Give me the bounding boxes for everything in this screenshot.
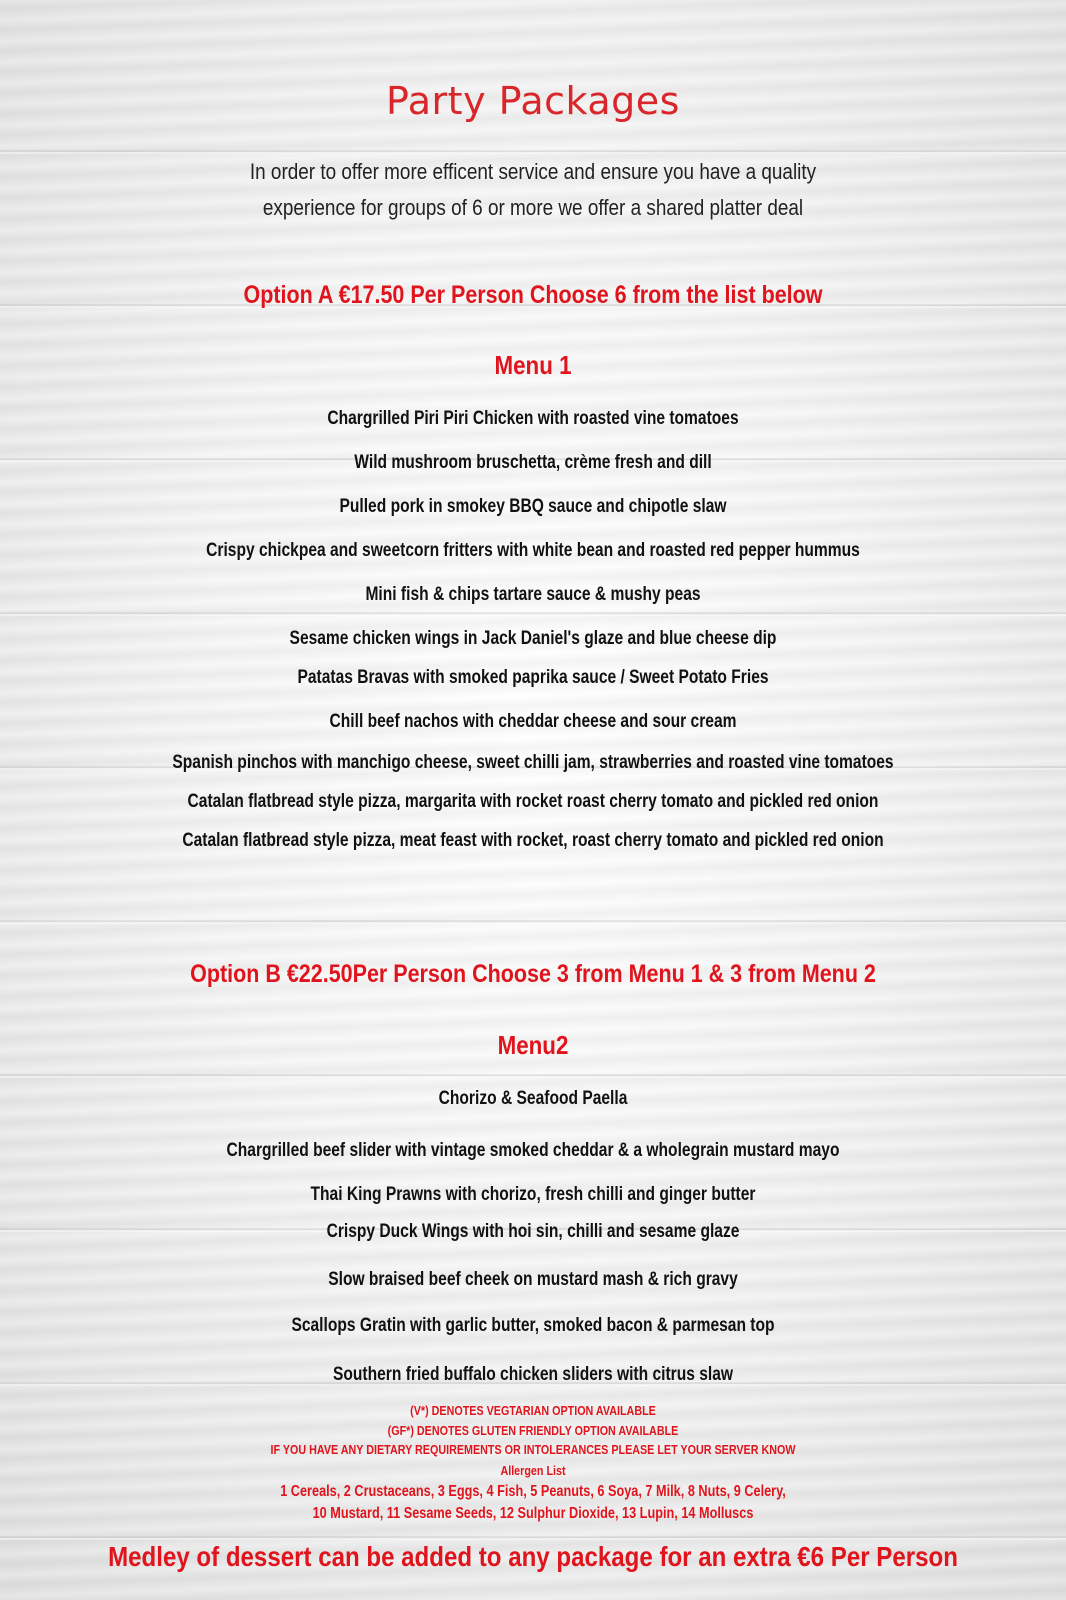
option-a-heading: Option A €17.50 Per Person Choose 6 from the list below <box>243 281 823 309</box>
allergen-line: 10 Mustard, 11 Sesame Seeds, 12 Sulphur Dioxide, 13 Lupin, 14 Molluscs <box>312 1505 754 1522</box>
menu2-heading: Menu2 <box>497 1030 569 1060</box>
menu2-item: Chorizo & Seafood Paella <box>438 1088 628 1109</box>
page-title: Party Packages <box>386 79 680 123</box>
menu2-item: Crispy Duck Wings with hoi sin, chilli and sesame glaze <box>326 1221 740 1242</box>
menu2-item: Chargrilled beef slider with vintage smoked cheddar & a wholegrain mustard mayo <box>226 1140 840 1161</box>
menu1-heading: Menu 1 <box>494 350 572 380</box>
menu1-item: Spanish pinchos with manchigo cheese, sweet chilli jam, strawberries and roasted vine tomatoes <box>172 752 894 773</box>
menu1-item: Catalan flatbread style pizza, margarita with rocket roast cherry tomato and pickled red onion <box>187 791 879 812</box>
menu1-item: Pulled pork in smokey BBQ sauce and chipotle slaw <box>339 496 727 517</box>
dietary-note: (GF*) DENOTES GLUTEN FRIENDLY OPTION AVAILABLE <box>387 1424 679 1438</box>
menu2-item: Scallops Gratin with garlic butter, smoked bacon & parmesan top <box>291 1315 775 1336</box>
menu2-item: Thai King Prawns with chorizo, fresh chilli and ginger butter <box>310 1184 756 1205</box>
allergen-list-title: Allergen List <box>500 1464 566 1478</box>
dietary-note: (V*) DENOTES VEGTARIAN OPTION AVAILABLE <box>410 1404 656 1418</box>
menu1-item: Chargrilled Piri Piri Chicken with roasted vine tomatoes <box>327 408 739 429</box>
menu1-item: Wild mushroom bruschetta, crème fresh and dill <box>354 452 712 473</box>
intro-line-1: In order to offer more efficent service and ensure you have a quality <box>249 159 817 184</box>
menu1-item: Patatas Bravas with smoked paprika sauce / Sweet Potato Fries <box>297 667 769 688</box>
allergen-line: 1 Cereals, 2 Crustaceans, 3 Eggs, 4 Fish, 5 Peanuts, 6 Soya, 7 Milk, 8 Nuts, 9 Celery, <box>280 1483 786 1500</box>
menu2-item: Slow braised beef cheek on mustard mash & rich gravy <box>328 1269 738 1290</box>
menu1-item: Catalan flatbread style pizza, meat feast with rocket, roast cherry tomato and pickled red onion <box>182 830 884 851</box>
intro-line-2: experience for groups of 6 or more we offer a shared platter deal <box>262 195 804 220</box>
menu1-item: Chill beef nachos with cheddar cheese and sour cream <box>329 711 737 732</box>
menu1-item: Crispy chickpea and sweetcorn fritters with white bean and roasted red pepper hummus <box>206 540 860 561</box>
menu1-item: Sesame chicken wings in Jack Daniel's glaze and blue cheese dip <box>289 628 777 649</box>
dietary-note: IF YOU HAVE ANY DIETARY REQUIREMENTS OR INTOLERANCES PLEASE LET YOUR SERVER KNOW <box>270 1443 796 1457</box>
option-b-heading: Option B €22.50Per Person Choose 3 from Menu 1 & 3 from Menu 2 <box>190 960 876 988</box>
dessert-footer: Medley of dessert can be added to any package for an extra €6 Per Person <box>108 1541 958 1572</box>
menu2-item: Southern fried buffalo chicken sliders with citrus slaw <box>333 1364 733 1385</box>
menu1-item: Mini fish & chips tartare sauce & mushy peas <box>365 584 701 605</box>
